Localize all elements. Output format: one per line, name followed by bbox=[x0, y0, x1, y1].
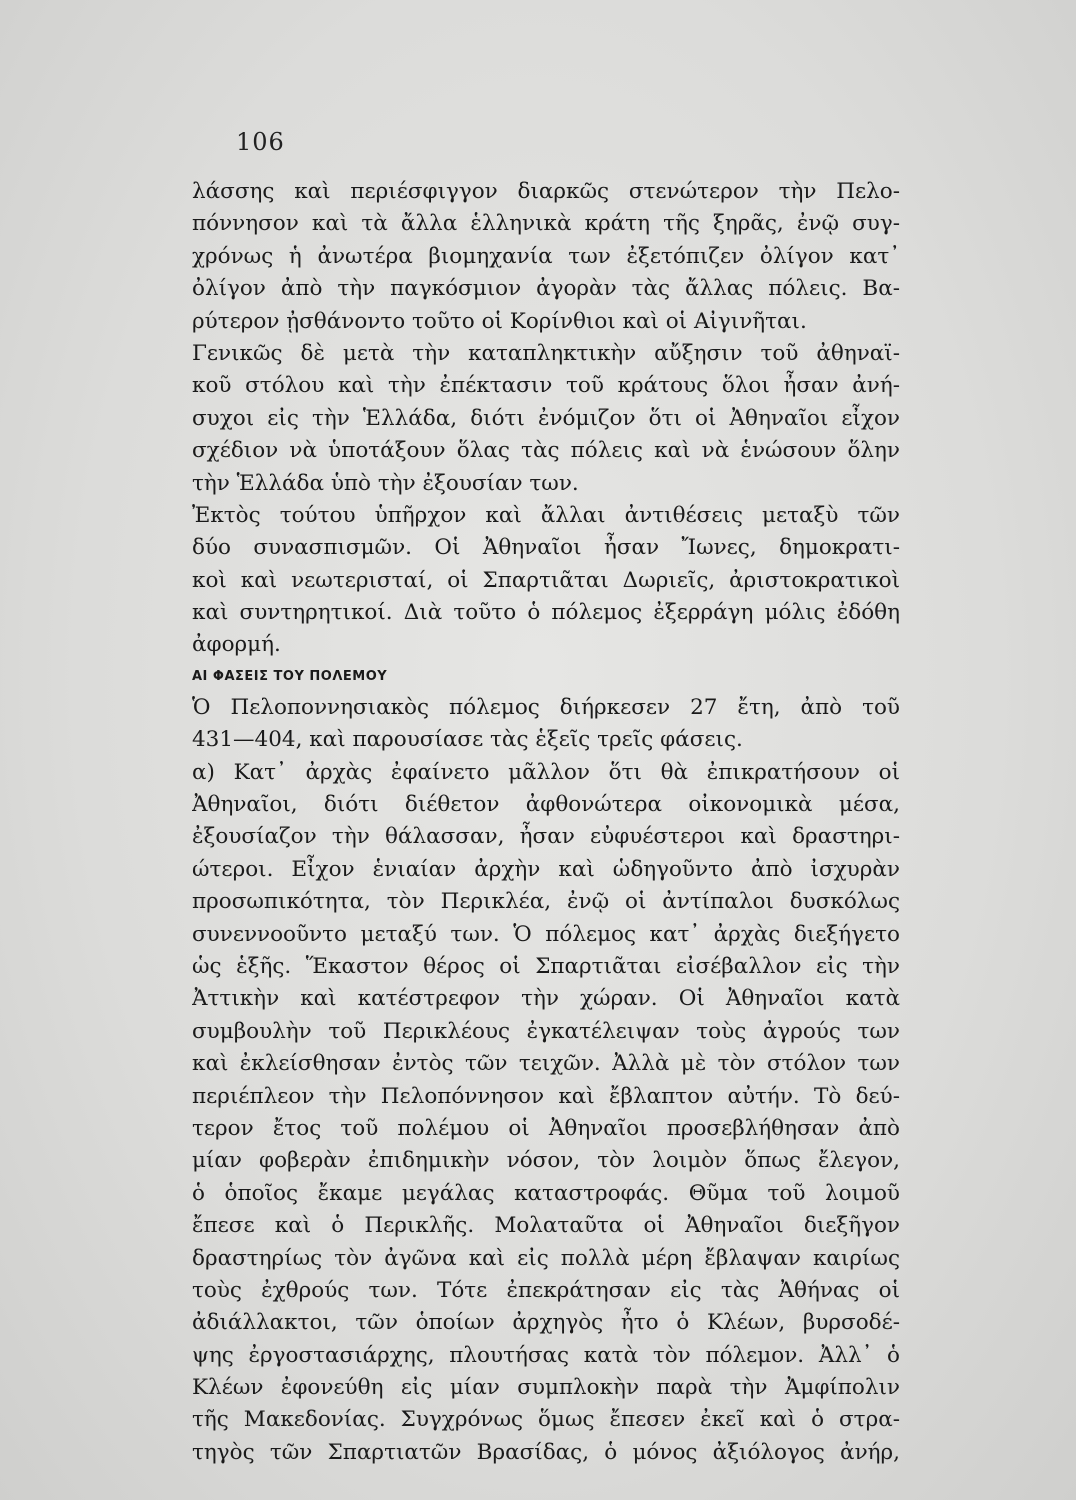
text-line: συχοι εἰς τὴν Ἑλλάδα, διότι ἐνόμιζον ὅτι οἱ Ἀθηναῖοι εἶχον bbox=[192, 405, 900, 431]
text-line: προσωπικότητα, τὸν Περικλέα, ἐνῷ οἱ ἀντίπαλοι δυσκόλως bbox=[192, 889, 900, 915]
text-line: κοὶ καὶ νεωτερισταί, οἱ Σπαρτιᾶται Δωριεῖς, ἀριστοκρατικοὶ bbox=[192, 567, 900, 593]
text-line: ὀλίγον ἀπὸ τὴν παγκόσμιον ἀγορὰν τὰς ἄλλας πόλεις. Βα- bbox=[192, 276, 900, 302]
text-line: ὁ ὁποῖος ἔκαμε μεγάλας καταστροφάς. Θῦμα τοῦ λοιμοῦ bbox=[192, 1180, 900, 1206]
text-line: α) Κατ᾽ ἀρχὰς ἐφαίνετο μᾶλλον ὅτι θὰ ἐπικρατήσουν οἱ bbox=[192, 759, 900, 785]
text-line: Ἀθηναῖοι, διότι διέθετον ἀφθονώτερα οἰκονομικὰ μέσα, bbox=[192, 792, 900, 818]
text-line: ψης ἐργοστασιάρχης, πλουτήσας κατὰ τὸν πόλεμον. Ἀλλ᾽ ὁ bbox=[192, 1342, 900, 1368]
body-text bbox=[192, 176, 900, 1469]
text-line: Ὁ Πελοποννησιακὸς πόλεμος διήρκεσεν 27 ἔτη, ἀπὸ τοῦ bbox=[192, 694, 900, 720]
text-line: συμβουλὴν τοῦ Περικλέους ἐγκατέλειψαν τοὺς ἀγρούς των bbox=[192, 1018, 900, 1044]
text-line: ἀφορμή. bbox=[192, 632, 281, 658]
section-heading: ΑΙ ΦΑΣΕΙΣ ΤΟΥ ΠΟΛΕΜΟΥ bbox=[192, 668, 388, 684]
text-line: 431—404, καὶ παρουσίασε τὰς ἑξεῖς τρεῖς φάσεις. bbox=[192, 727, 743, 753]
text-line: Κλέων ἐφονεύθη εἰς μίαν συμπλοκὴν παρὰ τὴν Ἀμφίπολιν bbox=[192, 1375, 900, 1401]
text-line: ἀδιάλλακτοι, τῶν ὁποίων ἀρχηγὸς ἦτο ὁ Κλέων, βυρσοδέ- bbox=[192, 1310, 900, 1336]
text-line: τηγὸς τῶν Σπαρτιατῶν Βρασίδας, ὁ μόνος ἀξιόλογος ἀνήρ, bbox=[192, 1439, 900, 1465]
text-line: ὡς ἑξῆς. Ἕκαστον θέρος οἱ Σπαρτιᾶται εἰσέβαλλον εἰς τὴν bbox=[192, 953, 900, 979]
text-line: χρόνως ἡ ἀνωτέρα βιομηχανία των ἐξετόπιζεν ὀλίγον κατ᾽ bbox=[192, 243, 900, 269]
text-line: μίαν φοβερὰν ἐπιδημικὴν νόσον, τὸν λοιμὸν ὅπως ἔλεγον, bbox=[192, 1148, 900, 1174]
text-line: τερον ἔτος τοῦ πολέμου οἱ Ἀθηναῖοι προσεβλήθησαν ἀπὸ bbox=[192, 1115, 900, 1141]
text-line: τὴν Ἑλλάδα ὑπὸ τὴν ἐξουσίαν των. bbox=[192, 470, 579, 496]
text-line: Ἀττικὴν καὶ κατέστρεφον τὴν χώραν. Οἱ Ἀθηναῖοι κατὰ bbox=[192, 986, 900, 1012]
text-line: καὶ συντηρητικοί. Διὰ τοῦτο ὁ πόλεμος ἐξερράγη μόλις ἐδόθη bbox=[192, 600, 900, 626]
text-line: ρύτερον ᾐσθάνοντο τοῦτο οἱ Κορίνθιοι καὶ οἱ Αἰγινῆται. bbox=[192, 308, 807, 334]
text-line: ἐξουσίαζον τὴν θάλασσαν, ἦσαν εὐφυέστεροι καὶ δραστηρι- bbox=[192, 824, 900, 850]
text-line: δραστηρίως τὸν ἀγῶνα καὶ εἰς πολλὰ μέρη ἔβλαψαν καιρίως bbox=[192, 1245, 900, 1271]
text-line: συνεννοοῦντο μεταξύ των. Ὁ πόλεμος κατ᾽ ἀρχὰς διεξήγετο bbox=[192, 921, 900, 947]
text-line: σχέδιον νὰ ὑποτάξουν ὅλας τὰς πόλεις καὶ νὰ ἑνώσουν ὅλην bbox=[192, 438, 900, 464]
text-line: τοὺς ἐχθρούς των. Τότε ἐπεκράτησαν εἰς τὰς Ἀθήνας οἱ bbox=[192, 1277, 900, 1303]
text-line: πόννησον καὶ τὰ ἄλλα ἑλληνικὰ κράτη τῆς ξηρᾶς, ἐνῷ συγ- bbox=[192, 211, 900, 237]
text-line: Ἐκτὸς τούτου ὑπῆρχον καὶ ἄλλαι ἀντιθέσεις μεταξὺ τῶν bbox=[192, 502, 900, 528]
text-line: τῆς Μακεδονίας. Συγχρόνως ὅμως ἔπεσεν ἐκεῖ καὶ ὁ στρα- bbox=[192, 1407, 900, 1433]
text-line: Γενικῶς δὲ μετὰ τὴν καταπληκτικὴν αὔξησιν τοῦ ἀθηναϊ- bbox=[192, 340, 900, 366]
text-line: δύο συνασπισμῶν. Οἱ Ἀθηναῖοι ἦσαν Ἴωνες, δημοκρατι- bbox=[192, 535, 900, 561]
page-number: 106 bbox=[236, 128, 285, 156]
text-line: κοῦ στόλου καὶ τὴν ἐπέκτασιν τοῦ κράτους ὅλοι ἦσαν ἀνή- bbox=[192, 373, 900, 399]
text-line: ἔπεσε καὶ ὁ Περικλῆς. Μολαταῦτα οἱ Ἀθηναῖοι διεξῆγον bbox=[192, 1213, 900, 1239]
text-line: περιέπλεον τὴν Πελοπόννησον καὶ ἔβλαπτον αὐτήν. Τὸ δεύ- bbox=[192, 1083, 900, 1109]
text-line: καὶ ἐκλείσθησαν ἐντὸς τῶν τειχῶν. Ἀλλὰ μὲ τὸν στόλον των bbox=[192, 1051, 900, 1077]
text-line: λάσσης καὶ περιέσφιγγον διαρκῶς στενώτερον τὴν Πελο- bbox=[192, 179, 900, 204]
text-line: ώτεροι. Εἶχον ἑνιαίαν ἀρχὴν καὶ ὡδηγοῦντο ἀπὸ ἰσχυρὰν bbox=[192, 856, 900, 882]
